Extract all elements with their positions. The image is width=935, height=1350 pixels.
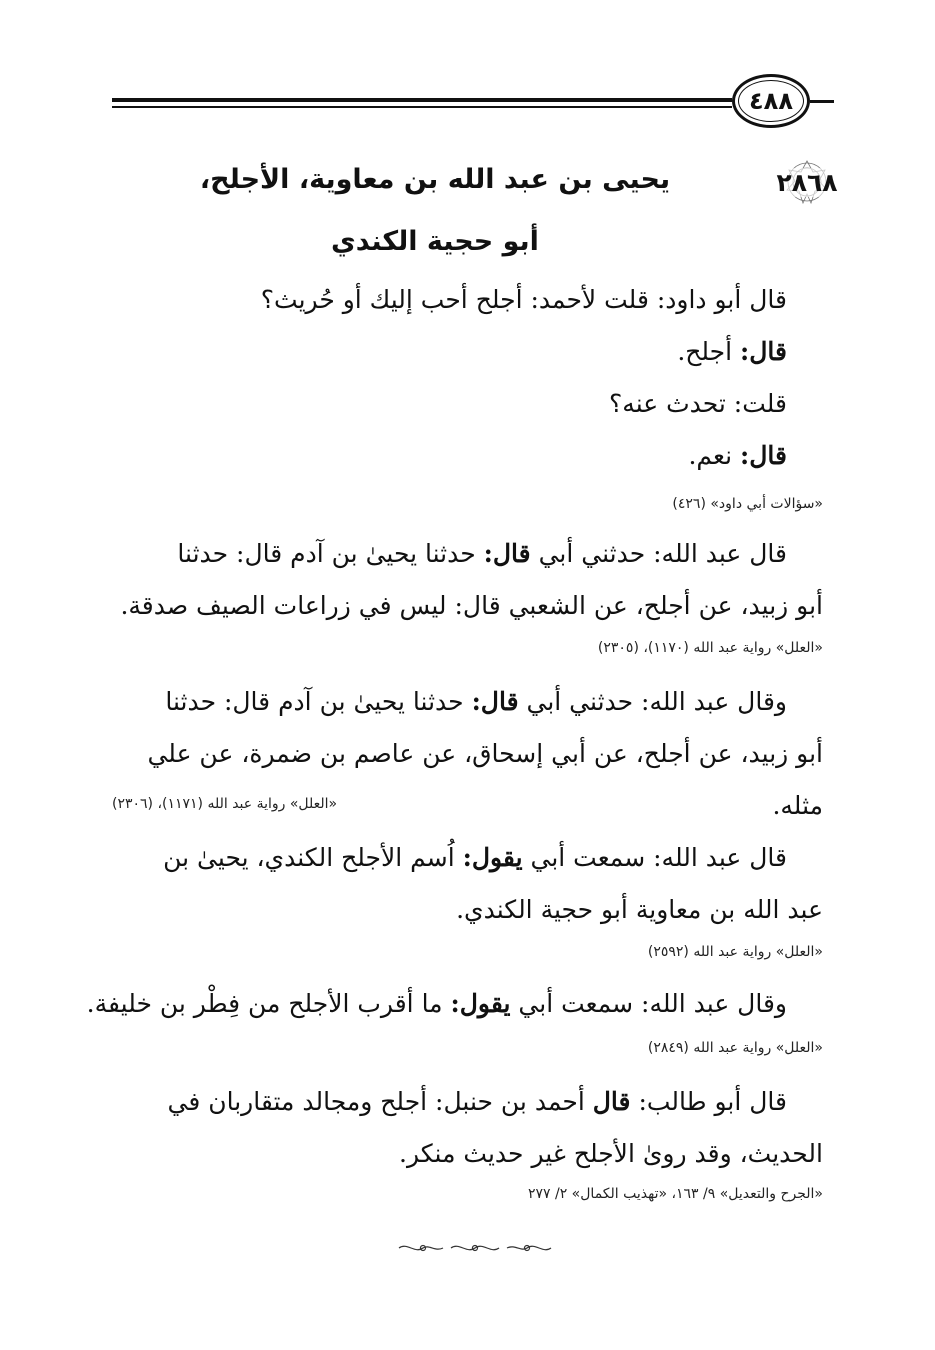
bold-lead: قال: — [740, 337, 787, 366]
source-citation: «سؤالات أبي داود» (٤٢٦) — [672, 496, 823, 512]
text-span: أجلح. — [677, 337, 741, 366]
text-line: عبد الله بن معاوية أبو حجية الكندي. — [456, 895, 823, 924]
text-line: قلت: تحدث عنه؟ — [609, 389, 787, 418]
text-span: ما أقرب الأجلح من فِطْر بن خليفة. — [86, 989, 451, 1018]
text-line — [67, 326, 787, 378]
text-span: أحمد بن حنبل: أجلح ومجالد متقاربان في — [167, 1087, 593, 1116]
end-ornament-icon — [395, 1240, 555, 1256]
text-line — [67, 978, 787, 1030]
text-span: حدثنا يحيىٰ بن آدم قال: حدثنا — [165, 687, 472, 716]
entry-number-text: ٢٨٦٨ — [776, 167, 838, 197]
bold-lead: يقول: — [450, 989, 511, 1018]
text-line — [67, 676, 787, 728]
text-line: قال أبو داود: قلت لأحمد: أجلح أحب إليك أو حُريث؟ — [260, 285, 787, 314]
text-line: أبو زبيد، عن أجلح، عن الشعبي قال: ليس في زراعات الصيف صدقة. — [120, 591, 823, 620]
bold-lead: قال — [592, 1087, 631, 1116]
header-rule-thick — [112, 98, 732, 102]
text-span: نعم. — [688, 441, 741, 470]
text-span: اُسم الأجلح الكندي، يحيىٰ بن — [163, 843, 463, 872]
text-line — [67, 832, 787, 884]
header-rule-right — [810, 100, 834, 103]
text-line: مثله. — [772, 791, 823, 820]
entry-title-line2: أبو حجية الكندي — [331, 226, 539, 257]
bold-lead: قال: — [740, 441, 787, 470]
source-citation: «العلل» رواية عبد الله (٢٨٤٩) — [647, 1040, 823, 1056]
entry-number — [772, 158, 842, 206]
text-span: وقال عبد الله: سمعت أبي — [510, 989, 787, 1018]
text-span: قال عبد الله: حدثني أبي — [530, 539, 787, 568]
text-span: قال أبو طالب: — [630, 1087, 787, 1116]
header-rule-thin — [112, 106, 732, 108]
source-citation: «العلل» رواية عبد الله (٢٥٩٢) — [647, 944, 823, 960]
entry-title-line1: يحيى بن عبد الله بن معاوية، الأجلح، — [199, 164, 671, 195]
page-number-badge: ٤٨٨ — [732, 74, 810, 128]
text-line — [67, 1076, 787, 1128]
bold-lead: قال: — [471, 687, 519, 716]
bold-lead: قال: — [483, 539, 531, 568]
source-citation: «العلل» رواية عبد الله (١١٧١)، (٢٣٠٦) — [112, 796, 338, 812]
source-citation: «العلل» رواية عبد الله (١١٧٠)، (٢٣٠٥) — [597, 640, 823, 656]
text-span: وقال عبد الله: حدثني أبي — [518, 687, 787, 716]
text-line — [67, 528, 787, 580]
text-span: حدثنا يحيىٰ بن آدم قال: حدثنا — [177, 539, 484, 568]
text-line: الحديث، وقد روىٰ الأجلح غير حديث منكر. — [399, 1139, 823, 1168]
text-span: قال عبد الله: سمعت أبي — [522, 843, 787, 872]
bold-lead: يقول: — [462, 843, 523, 872]
text-line — [67, 430, 787, 482]
source-citation: «الجرح والتعديل» ٩/ ١٦٣، «تهذيب الكمال» ٢/ ٢٧٧ — [527, 1186, 823, 1202]
text-line: أبو زبيد، عن أجلح، عن أبي إسحاق، عن عاصم بن ضمرة، عن علي — [147, 739, 823, 768]
